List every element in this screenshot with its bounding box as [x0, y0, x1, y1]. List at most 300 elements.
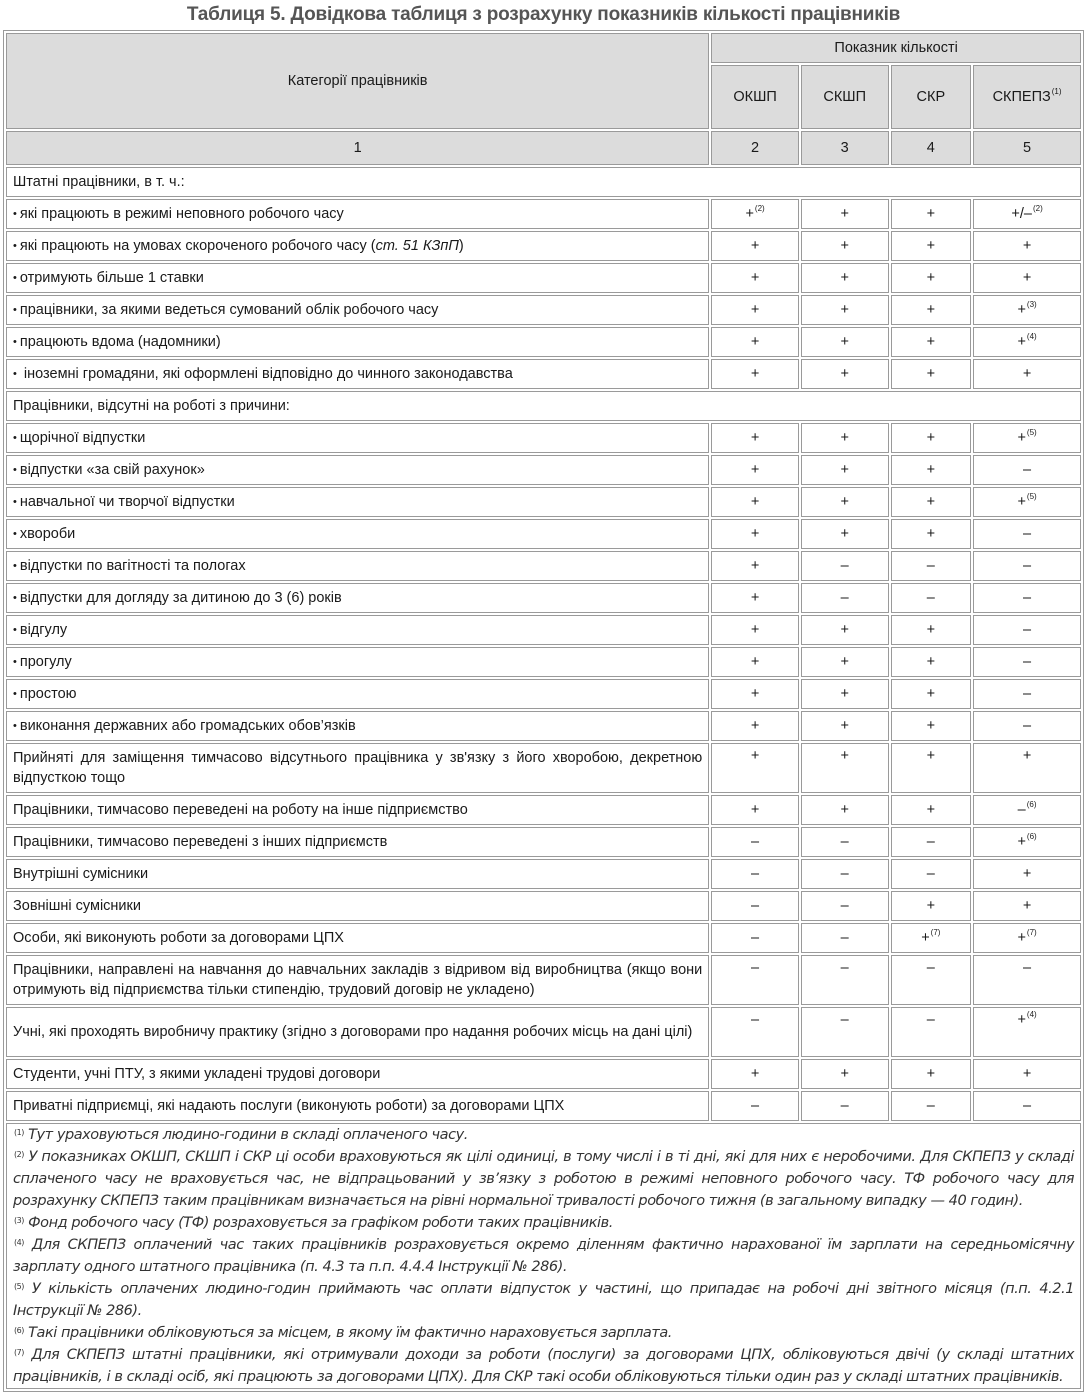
- indicator-value: [891, 327, 972, 357]
- value-sign: +: [926, 366, 936, 382]
- value-sign: +: [750, 718, 760, 734]
- table-row: [6, 423, 1081, 453]
- indicator-value: [973, 519, 1081, 549]
- indicator-value: [801, 795, 889, 825]
- indicator-value: [973, 1007, 1081, 1057]
- value-sign: –: [926, 590, 935, 606]
- footnote-text: У показниках ОКШП, СКШП і СКР ці особи враховуються як цілі одиниці, в тому числі і в ті дні, які для них є неробочими. Для СКПЕПЗ у складі сплаченого часу не враховується час, не відпрацьований у зв’язку з роботою в режимі неповного робочого часу. ТФ робочого часу для розрахунку СКПЕПЗ таким працівникам визначається на рівні нормальної тривалості робочого тижня (в загальному випадку — 40 годин).: [13, 1149, 1074, 1209]
- value-sign: +: [750, 302, 760, 318]
- value-sign: –: [840, 960, 849, 976]
- value-sign: –: [751, 834, 760, 850]
- indicator-value: [711, 679, 799, 709]
- table-row: [6, 679, 1081, 709]
- value-sign: +: [1017, 494, 1026, 510]
- category-cell: Студенти, учні ПТУ, з якими укладені трудові договори: [6, 1059, 709, 1089]
- table-row: [6, 199, 1081, 229]
- value-sign: –: [1023, 718, 1032, 734]
- indicator-value: [711, 583, 799, 613]
- indicator-value: [711, 1091, 799, 1121]
- value-sign: +: [750, 558, 760, 574]
- indicator-value: [891, 891, 972, 921]
- footnote-ref: (4): [1026, 1010, 1037, 1019]
- indicator-value: [801, 263, 889, 293]
- indicator-value: [973, 795, 1081, 825]
- indicator-group-header: Показник кількості: [711, 33, 1081, 63]
- indicator-value: [801, 711, 889, 741]
- indicator-value: [973, 295, 1081, 325]
- indicator-value: [711, 423, 799, 453]
- indicator-value: [801, 743, 889, 793]
- category-cell: Внутрішні сумісники: [6, 859, 709, 889]
- indicator-value: [891, 615, 972, 645]
- value-sign: +: [1022, 238, 1032, 254]
- indicator-value: [711, 711, 799, 741]
- footnote-ref: (6): [1026, 832, 1037, 841]
- footnote: [13, 1344, 1074, 1388]
- category-cell: [6, 423, 709, 453]
- value-sign: +: [1017, 430, 1026, 446]
- column-header-skr: СКР: [891, 65, 972, 129]
- value-sign: +: [750, 1066, 760, 1082]
- table-row: [6, 1091, 1081, 1121]
- footnote: [13, 1212, 1074, 1234]
- value-sign: –: [1017, 802, 1026, 818]
- category-label: щорічної відпустки: [19, 429, 146, 446]
- column-number: 1: [6, 131, 709, 165]
- category-label: виконання державних або громадських обов’язків: [19, 717, 356, 734]
- indicator-value: [973, 583, 1081, 613]
- category-cell: Зовнішні сумісники: [6, 891, 709, 921]
- legal-reference: ст. 51 КЗпП: [375, 237, 459, 254]
- indicator-value: [891, 795, 972, 825]
- reference-table: [3, 30, 1084, 1392]
- footnote-mark: (4): [14, 1238, 24, 1247]
- category-cell: Приватні підприємці, які надають послуги (виконують роботи) за договорами ЦПХ: [6, 1091, 709, 1121]
- indicator-value: [973, 955, 1081, 1005]
- bullet-icon: •: [13, 527, 17, 540]
- value-sign: +: [926, 238, 936, 254]
- value-sign: +: [840, 206, 849, 222]
- indicator-value: [891, 519, 972, 549]
- bullet-icon: •: [13, 623, 17, 636]
- footnote-text: У кількість оплачених людино-годин приймають час оплати відпусток у частині, що припадає на робочі дні звітного місяця (п.п. 4.2.1 Інструкції № 286).: [13, 1281, 1074, 1319]
- indicator-value: [801, 455, 889, 485]
- indicator-value: [973, 551, 1081, 581]
- indicator-value: [801, 1007, 889, 1057]
- value-sign: +: [926, 526, 936, 542]
- bullet-icon: •: [13, 239, 17, 252]
- bullet-icon: •: [13, 335, 17, 348]
- value-sign: +: [840, 686, 849, 702]
- value-sign: +: [926, 686, 936, 702]
- indicator-value: [801, 327, 889, 357]
- indicator-value: [801, 859, 889, 889]
- footnote: [13, 1146, 1074, 1212]
- category-cell: [6, 199, 709, 229]
- bullet-icon: •: [13, 303, 17, 316]
- value-sign: –: [926, 1098, 935, 1114]
- indicator-value: [891, 199, 972, 229]
- indicator-value: [801, 923, 889, 953]
- value-sign: –: [926, 834, 935, 850]
- category-cell: [6, 295, 709, 325]
- value-sign: +: [840, 748, 849, 764]
- value-sign: –: [1023, 526, 1032, 542]
- category-cell: Працівники, тимчасово переведені на роботу на інше підприємство: [6, 795, 709, 825]
- bullet-icon: •: [13, 719, 17, 732]
- value-sign: +: [840, 494, 849, 510]
- category-cell: [6, 455, 709, 485]
- indicator-value: [801, 679, 889, 709]
- indicator-value: [801, 487, 889, 517]
- indicator-value: [891, 743, 972, 793]
- footnote-text: Фонд робочого часу (ТФ) розраховується за графіком роботи таких працівників.: [23, 1215, 613, 1231]
- indicator-value: [801, 647, 889, 677]
- column-header-skpepz: СКПЕПЗ$^{(1)}$: [973, 65, 1081, 129]
- footnote-ref: (7): [1026, 928, 1037, 937]
- value-sign: +: [840, 430, 849, 446]
- category-cell: [6, 359, 709, 389]
- indicator-value: [891, 955, 972, 1005]
- value-sign: +: [1017, 334, 1026, 350]
- value-sign: +: [926, 334, 936, 350]
- category-label: відгулу: [19, 621, 68, 638]
- footnote-text: Для СКПЕПЗ оплачений час таких працівників розраховується окремо діленням фактично нарахованої їм зарплати на середньомісячну зарплату одного штатного працівника (п. 4.3 та п.п. 4.4.4 Інструкції № 286).: [13, 1237, 1074, 1275]
- indicator-value: [801, 551, 889, 581]
- indicator-value: [801, 583, 889, 613]
- category-cell: Особи, які виконують роботи за договорами ЦПХ: [6, 923, 709, 953]
- value-sign: –: [751, 960, 760, 976]
- value-sign: –: [751, 1098, 760, 1114]
- value-sign: –: [1023, 558, 1032, 574]
- category-label: навчальної чи творчої відпустки: [19, 493, 235, 510]
- indicator-value: [801, 423, 889, 453]
- indicator-value: [711, 859, 799, 889]
- value-sign: +: [1022, 1066, 1032, 1082]
- indicator-value: [801, 615, 889, 645]
- indicator-value: [891, 295, 972, 325]
- category-label: працівники, за якими ведеться сумований облік робочого часу: [19, 301, 439, 318]
- category-label: працюють вдома (надомники): [19, 333, 221, 350]
- table-row: [6, 295, 1081, 325]
- value-sign: +: [926, 748, 936, 764]
- value-sign: +: [926, 718, 936, 734]
- value-sign: +: [750, 590, 760, 606]
- category-cell: Учні, які проходять виробничу практику (згідно з договорами про надання робочих місць на дані цілі): [6, 1007, 709, 1057]
- category-cell: Прийняті для заміщення тимчасово відсутнього працівника у зв'язку з його хворобою, декретною відпусткою тощо: [6, 743, 709, 793]
- indicator-value: [801, 1059, 889, 1089]
- table-row: [6, 955, 1081, 1005]
- footnote-mark: (1): [14, 1128, 24, 1137]
- value-sign: +: [926, 1066, 936, 1082]
- bullet-icon: •: [13, 431, 17, 444]
- indicator-value: [801, 827, 889, 857]
- table-row: [6, 1007, 1081, 1057]
- column-number: 3: [801, 131, 889, 165]
- table-row: [6, 551, 1081, 581]
- indicator-value: [973, 455, 1081, 485]
- value-sign: –: [926, 1012, 935, 1028]
- indicator-value: [711, 359, 799, 389]
- footnote: [13, 1234, 1074, 1278]
- value-sign: +: [840, 654, 849, 670]
- category-label: які працюють на умовах скороченого робочого часу (: [19, 237, 376, 254]
- indicator-value: [711, 955, 799, 1005]
- indicator-value: [891, 827, 972, 857]
- value-sign: +: [750, 334, 760, 350]
- value-sign: –: [1023, 686, 1032, 702]
- value-sign: +: [750, 748, 760, 764]
- value-sign: +: [926, 654, 936, 670]
- footnote-ref: (1): [1051, 87, 1062, 96]
- value-sign: –: [751, 898, 760, 914]
- indicator-value: [973, 891, 1081, 921]
- indicator-value: [711, 615, 799, 645]
- footnote-mark: (7): [14, 1348, 24, 1357]
- category-cell: [6, 615, 709, 645]
- footnote-text: Такі працівники обліковуються за місцем, в якому їм фактично нараховується зарплата.: [23, 1325, 672, 1341]
- value-sign: +: [926, 206, 936, 222]
- value-sign: +: [745, 206, 754, 222]
- indicator-value: [801, 231, 889, 261]
- value-sign: +: [1017, 1012, 1026, 1028]
- group-row: [6, 391, 1081, 421]
- indicator-value: [711, 455, 799, 485]
- footnote-ref: (4): [1026, 332, 1037, 341]
- indicator-value: [891, 1091, 972, 1121]
- indicator-value: [801, 1091, 889, 1121]
- indicator-value: [711, 199, 799, 229]
- table-row: [6, 891, 1081, 921]
- indicator-value: [891, 487, 972, 517]
- value-sign: –: [1023, 1098, 1032, 1114]
- category-label: які працюють в режимі неповного робочого часу: [19, 205, 344, 222]
- column-header-skshp: СКШП: [801, 65, 889, 129]
- column-header-okshp: ОКШП: [711, 65, 799, 129]
- value-sign: +: [1017, 930, 1026, 946]
- footnote-mark: (6): [14, 1326, 24, 1335]
- category-label: хвороби: [19, 525, 76, 542]
- value-sign: +: [840, 366, 849, 382]
- value-sign: +: [926, 494, 936, 510]
- value-sign: +: [840, 238, 849, 254]
- bullet-icon: •: [13, 495, 17, 508]
- footnote-mark: (5): [14, 1282, 24, 1291]
- indicator-value: [801, 891, 889, 921]
- indicator-value: [891, 583, 972, 613]
- indicator-value: [711, 1007, 799, 1057]
- category-cell: Працівники, тимчасово переведені з інших підприємств: [6, 827, 709, 857]
- indicator-value: [891, 1059, 972, 1089]
- indicator-value: [891, 359, 972, 389]
- category-cell: [6, 263, 709, 293]
- footnote-ref: (6): [1026, 800, 1037, 809]
- indicator-value: [711, 647, 799, 677]
- value-sign: +: [1017, 834, 1026, 850]
- value-sign: +: [1022, 366, 1032, 382]
- bullet-icon: •: [13, 271, 17, 284]
- value-sign: +: [840, 1066, 849, 1082]
- indicator-value: [973, 1059, 1081, 1089]
- indicator-value: [711, 1059, 799, 1089]
- value-sign: –: [926, 558, 935, 574]
- indicator-value: [801, 199, 889, 229]
- bullet-icon: •: [13, 655, 17, 668]
- value-sign: +: [926, 462, 936, 478]
- category-label: відпустки «за свій рахунок»: [19, 461, 205, 478]
- indicator-value: [973, 487, 1081, 517]
- indicator-value: [891, 263, 972, 293]
- indicator-value: [973, 1091, 1081, 1121]
- table-row: [6, 327, 1081, 357]
- table-row: [6, 487, 1081, 517]
- footnote-mark: (2): [14, 1150, 24, 1159]
- category-cell: [6, 647, 709, 677]
- bullet-icon: •: [13, 463, 17, 476]
- value-sign: +: [1022, 270, 1032, 286]
- indicator-value: [891, 1007, 972, 1057]
- footnote-ref: (5): [1026, 492, 1037, 501]
- indicator-value: [891, 423, 972, 453]
- indicator-value: [711, 795, 799, 825]
- value-sign: –: [751, 1012, 760, 1028]
- table-row: [6, 455, 1081, 485]
- column-number: 4: [891, 131, 972, 165]
- indicator-value: [973, 615, 1081, 645]
- category-cell: [6, 551, 709, 581]
- value-sign: +: [750, 622, 760, 638]
- table-row: [6, 519, 1081, 549]
- value-sign: +: [750, 462, 760, 478]
- value-sign: –: [1023, 654, 1032, 670]
- indicator-value: [891, 859, 972, 889]
- table-row: [6, 583, 1081, 613]
- indicator-value: [973, 647, 1081, 677]
- footnotes: [6, 1123, 1081, 1389]
- category-cell: [6, 519, 709, 549]
- value-sign: +: [926, 802, 936, 818]
- value-sign: +: [840, 270, 849, 286]
- value-sign: –: [1023, 462, 1032, 478]
- bullet-icon: •: [13, 559, 17, 572]
- indicator-value: [973, 827, 1081, 857]
- category-label-tail: ): [458, 237, 464, 254]
- bullet-icon: •: [13, 687, 17, 700]
- category-label: іноземні громадяни, які оформлені відповідно до чинного законодавства: [19, 365, 513, 382]
- indicator-value: [891, 551, 972, 581]
- column-number: 2: [711, 131, 799, 165]
- value-sign: +: [750, 654, 760, 670]
- indicator-value: [973, 423, 1081, 453]
- value-sign: +: [750, 430, 760, 446]
- value-sign: +: [926, 270, 936, 286]
- indicator-value: [973, 199, 1081, 229]
- value-sign: –: [840, 1012, 849, 1028]
- bullet-icon: •: [13, 207, 17, 220]
- indicator-value: [891, 647, 972, 677]
- indicator-value: [801, 359, 889, 389]
- footnote-ref: (2): [754, 204, 765, 213]
- footnote-text: Для СКПЕПЗ штатні працівники, які отримували доходи за роботи (послуги) за договорами ЦПХ, обліковуються двічі (у складі штатних працівників, і в складі осіб, які працюють за договорами ЦПХ). Для СКР такі особи обліковуються тільки один раз у складі штатних працівників.: [13, 1347, 1074, 1385]
- bullet-icon: •: [13, 367, 17, 380]
- value-sign: –: [840, 866, 849, 882]
- indicator-value: [973, 327, 1081, 357]
- category-label: отримують більше 1 ставки: [19, 269, 204, 286]
- value-sign: +: [750, 686, 760, 702]
- bullet-icon: •: [13, 591, 17, 604]
- value-sign: +: [750, 802, 760, 818]
- footnote-ref: (5): [1026, 428, 1037, 437]
- value-sign: +: [750, 494, 760, 510]
- value-sign: –: [1023, 960, 1032, 976]
- indicator-value: [711, 327, 799, 357]
- footnote: [13, 1322, 1074, 1344]
- value-sign: –: [926, 866, 935, 882]
- value-sign: +: [840, 718, 849, 734]
- category-cell: [6, 327, 709, 357]
- category-label: простою: [19, 685, 77, 702]
- indicator-value: [891, 231, 972, 261]
- table-row: [6, 795, 1081, 825]
- group-label: Працівники, відсутні на роботі з причини:: [6, 391, 1081, 421]
- reference-table-container: [3, 30, 1084, 1392]
- value-sign: +: [840, 462, 849, 478]
- value-sign: +: [840, 526, 849, 542]
- table-row: [6, 359, 1081, 389]
- indicator-value: [711, 827, 799, 857]
- category-cell: [6, 231, 709, 261]
- value-sign: +: [1017, 302, 1026, 318]
- value-sign: +/–: [1011, 206, 1032, 222]
- indicator-value: [973, 743, 1081, 793]
- table-row: [6, 827, 1081, 857]
- value-sign: +: [1022, 898, 1032, 914]
- indicator-value: [891, 711, 972, 741]
- indicator-value: [891, 455, 972, 485]
- table-row: [6, 231, 1081, 261]
- value-sign: –: [840, 558, 849, 574]
- table-row: [6, 743, 1081, 793]
- indicator-value: [801, 295, 889, 325]
- value-sign: +: [1022, 866, 1032, 882]
- footnote-text: Тут ураховуються людино-години в складі оплаченого часу.: [23, 1127, 468, 1143]
- value-sign: +: [750, 366, 760, 382]
- value-sign: +: [926, 898, 936, 914]
- category-cell: Працівники, направлені на навчання до навчальних закладів з відривом від виробництва (якщо вони отримують від підприємства тільки стипендію, трудовий договір не укладено): [6, 955, 709, 1005]
- footnote-ref: (3): [1026, 300, 1037, 309]
- table-title: Таблиця 5. Довідкова таблиця з розрахунку показників кількості працівників: [186, 4, 901, 25]
- value-sign: –: [751, 930, 760, 946]
- table-row: [6, 263, 1081, 293]
- value-sign: –: [840, 590, 849, 606]
- indicator-value: [973, 359, 1081, 389]
- category-cell: [6, 487, 709, 517]
- category-label: відпустки по вагітності та пологах: [19, 557, 246, 574]
- category-header: Категорії працівників: [6, 33, 709, 129]
- value-sign: +: [750, 238, 760, 254]
- group-label: Штатні працівники, в т. ч.:: [6, 167, 1081, 197]
- table-row: [6, 859, 1081, 889]
- group-row: [6, 167, 1081, 197]
- value-sign: +: [750, 526, 760, 542]
- indicator-value: [801, 519, 889, 549]
- indicator-value: [711, 551, 799, 581]
- category-cell: [6, 583, 709, 613]
- indicator-value: [711, 891, 799, 921]
- indicator-value: [891, 679, 972, 709]
- value-sign: –: [926, 960, 935, 976]
- value-sign: –: [840, 898, 849, 914]
